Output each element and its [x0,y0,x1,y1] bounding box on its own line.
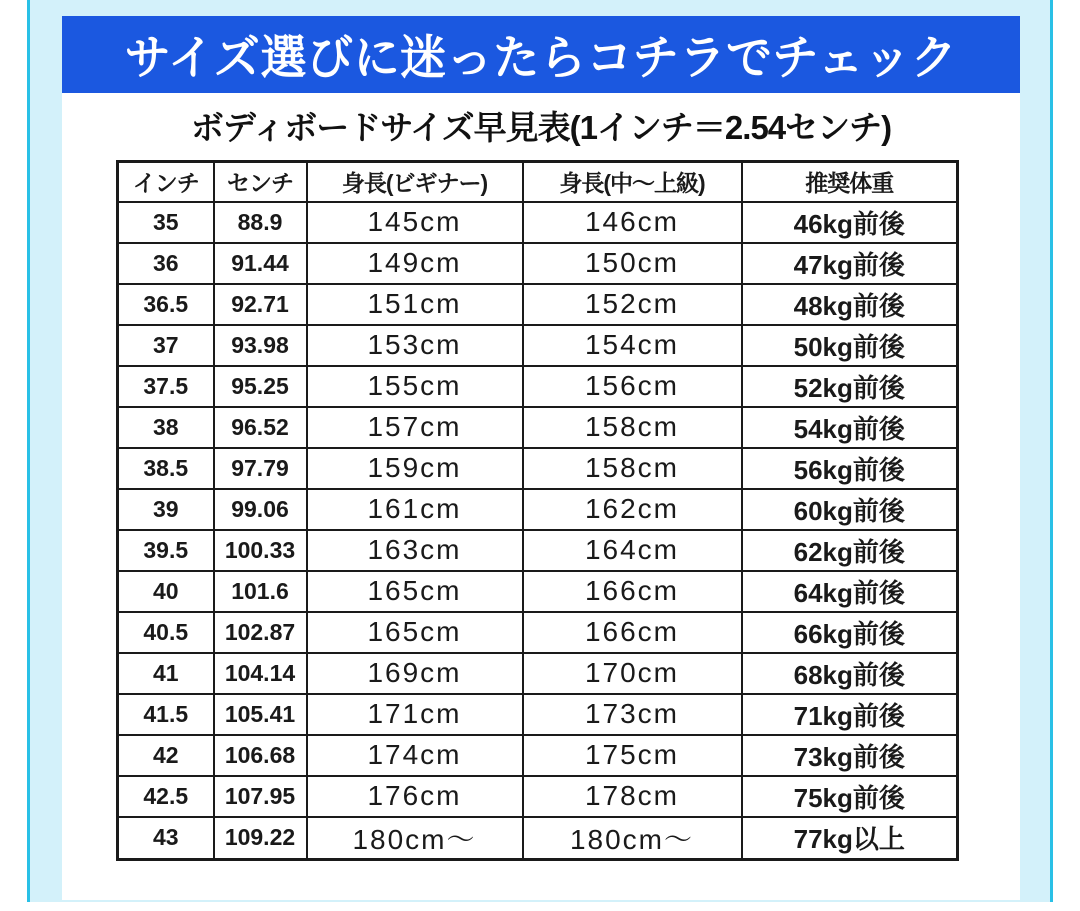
table-row [118,366,958,407]
table-row [118,530,958,571]
cm-cell: 95.25 [214,366,307,407]
cm-cell: 93.98 [214,325,307,366]
inch-cell: 36.5 [118,284,214,325]
inch-cell: 42 [118,735,214,776]
table-row [118,776,958,817]
height-advanced-cell: 156cm [523,366,742,407]
height-advanced-cell: 154cm [523,325,742,366]
height-beginner-cell: 169cm [307,653,523,694]
content-card [62,16,1020,900]
height-advanced-cell: 178cm [523,776,742,817]
cyan-background-panel [27,0,1053,902]
inch-cell: 41 [118,653,214,694]
inch-cell: 40.5 [118,612,214,653]
weight-cell: 73kg前後 [742,735,958,776]
height-advanced-cell: 158cm [523,407,742,448]
inch-cell: 37.5 [118,366,214,407]
height-beginner-cell: 161cm [307,489,523,530]
table-row [118,407,958,448]
table-row [118,202,958,243]
weight-cell: 62kg前後 [742,530,958,571]
height-advanced-cell: 150cm [523,243,742,284]
cm-cell: 107.95 [214,776,307,817]
inch-cell: 37 [118,325,214,366]
height-advanced-cell: 170cm [523,653,742,694]
table-row [118,612,958,653]
table-row [118,571,958,612]
weight-cell: 47kg前後 [742,243,958,284]
weight-cell: 52kg前後 [742,366,958,407]
cm-cell: 96.52 [214,407,307,448]
height-advanced-cell: 158cm [523,448,742,489]
cm-cell: 101.6 [214,571,307,612]
height-advanced-cell: 166cm [523,612,742,653]
header-row [118,162,958,202]
weight-cell: 64kg前後 [742,571,958,612]
weight-cell: 46kg前後 [742,202,958,243]
weight-cell: 66kg前後 [742,612,958,653]
height-beginner-cell: 174cm [307,735,523,776]
size-table-body [118,202,958,860]
height-advanced-cell: 175cm [523,735,742,776]
weight-cell: 77kg以上 [742,817,958,860]
inch-cell: 40 [118,571,214,612]
height-beginner-cell: 157cm [307,407,523,448]
height-advanced-cell: 146cm [523,202,742,243]
size-table [116,160,959,861]
height-advanced-cell: 164cm [523,530,742,571]
inch-cell: 35 [118,202,214,243]
cm-cell: 104.14 [214,653,307,694]
inch-cell: 43 [118,817,214,860]
height-advanced-header: 身長(中～上級) [523,162,742,202]
inch-header: インチ [118,162,214,202]
table-row [118,489,958,530]
banner-text: サイズ選びに迷ったらコチラでチェック [124,31,958,84]
cm-cell: 92.71 [214,284,307,325]
table-row [118,284,958,325]
cm-header: センチ [214,162,307,202]
height-beginner-cell: 171cm [307,694,523,735]
cm-cell: 91.44 [214,243,307,284]
inch-cell: 38.5 [118,448,214,489]
cm-cell: 109.22 [214,817,307,860]
table-row [118,653,958,694]
inch-cell: 38 [118,407,214,448]
inch-cell: 42.5 [118,776,214,817]
weight-cell: 56kg前後 [742,448,958,489]
height-advanced-cell: 180cm～ [523,817,742,860]
cm-cell: 105.41 [214,694,307,735]
cm-cell: 100.33 [214,530,307,571]
height-beginner-cell: 153cm [307,325,523,366]
height-advanced-cell: 162cm [523,489,742,530]
height-advanced-cell: 166cm [523,571,742,612]
weight-cell: 50kg前後 [742,325,958,366]
height-advanced-cell: 152cm [523,284,742,325]
size-table-head [118,162,958,202]
cm-cell: 99.06 [214,489,307,530]
inch-cell: 39.5 [118,530,214,571]
header-banner [62,16,1020,93]
inch-cell: 39 [118,489,214,530]
table-row [118,694,958,735]
cm-cell: 88.9 [214,202,307,243]
height-beginner-cell: 151cm [307,284,523,325]
weight-cell: 71kg前後 [742,694,958,735]
weight-cell: 54kg前後 [742,407,958,448]
table-row [118,243,958,284]
weight-cell: 75kg前後 [742,776,958,817]
height-beginner-cell: 165cm [307,612,523,653]
height-beginner-header: 身長(ビギナー) [307,162,523,202]
cm-cell: 102.87 [214,612,307,653]
height-beginner-cell: 180cm～ [307,817,523,860]
height-beginner-cell: 163cm [307,530,523,571]
table-row [118,817,958,860]
height-advanced-cell: 173cm [523,694,742,735]
height-beginner-cell: 155cm [307,366,523,407]
cm-cell: 97.79 [214,448,307,489]
height-beginner-cell: 176cm [307,776,523,817]
inch-cell: 36 [118,243,214,284]
table-title: ボディボードサイズ早見表(1インチ＝2.54センチ) [190,109,892,146]
weight-cell: 60kg前後 [742,489,958,530]
weight-cell: 68kg前後 [742,653,958,694]
cm-cell: 106.68 [214,735,307,776]
weight-cell: 48kg前後 [742,284,958,325]
table-row [118,448,958,489]
inch-cell: 41.5 [118,694,214,735]
height-beginner-cell: 165cm [307,571,523,612]
table-row [118,735,958,776]
height-beginner-cell: 145cm [307,202,523,243]
table-row [118,325,958,366]
weight-header: 推奨体重 [742,162,958,202]
height-beginner-cell: 159cm [307,448,523,489]
height-beginner-cell: 149cm [307,243,523,284]
